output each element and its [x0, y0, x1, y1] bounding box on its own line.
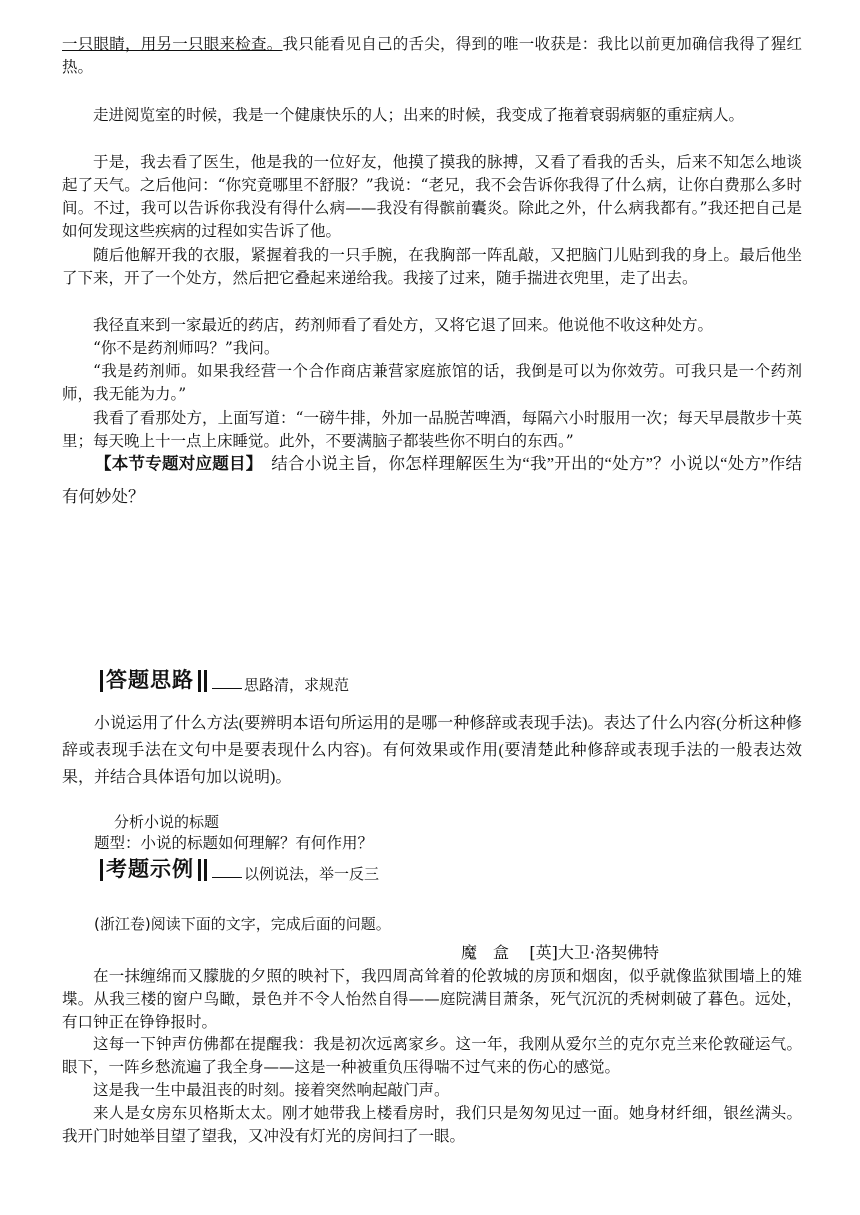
question-tag: 【本节专题对应题目】	[95, 454, 263, 473]
section-subtitle: 思路清，求规范	[244, 676, 350, 694]
question-block	[62, 447, 802, 513]
header-bar	[100, 670, 103, 692]
story-title-line	[130, 940, 860, 963]
story-paragraph-5: 我径直来到一家最近的药店，药剂师看了看处方，又将它退了回来。他说他不收这种处方。	[93, 316, 714, 334]
exam-paragraph-4: 来人是女房东贝格斯太太。刚才她带我上楼看房时，我们只是匆匆见过一面。她身材纤细，银丝满头。我开门时她举目望了望我，又冲没有灯光的房间扫了一眼。	[62, 1104, 802, 1145]
topic-heading: 分析小说的标题	[114, 813, 220, 831]
story-paragraph-3: 于是，我去看了医生，他是我的一位好友，他摸了摸我的脉搏，又看了看我的舌头，后来不知怎么地谈起了天气。之后他问：“你究竟哪里不舒服？”我说：“老兄，我不会告诉你我得了什么病，让你白费那么多时间。不过，我可以告诉你我没有得什么病——我没有得髌前囊炎。除此之外，什么病我都有。”我还把自己是如何发现这些疾病的过程如实告诉了他。	[62, 153, 802, 240]
underlined-text: 一只眼睛，用另一只眼来检查。	[62, 35, 283, 53]
story-paragraph-7: “我是药剂师。如果我经营一个合作商店兼营家庭旅馆的话，我倒是可以为你效劳。可我只是一个药剂师，我无能为力。”	[62, 362, 802, 403]
exam-intro: (浙江卷)阅读下面的文字，完成后面的问题。	[94, 915, 391, 933]
story-title: 魔 盒	[461, 943, 510, 962]
section-subtitle: 以例说法，举一反三	[244, 865, 380, 883]
exam-paragraph-1: 在一抹缠绵而又朦胧的夕照的映衬下，我四周高耸着的伦敦城的房顶和烟囱，似乎就像监狱围墙上的雉堞。从我三楼的窗户鸟瞰，景色并不令人怡然自得——庭院满目萧条，死气沉沉的秃树刺破了暮色。远处，有口钟正在铮铮报时。	[62, 967, 802, 1031]
question-text: 结合小说主旨，你怎样理解医生为“我”开出的“处方”？小说以“处方”作结有何妙处？	[62, 454, 803, 506]
answer-approach-body: 小说运用了什么方法(要辨明本语句所运用的是哪一种修辞或表现手法)。表达了什么内容(分析这种修辞或表现手法在文句中是要表现什么内容)。有何效果或作用(要清楚此种修辞或表现手法的一般表达效果，并结合具体语句加以说明)。	[62, 715, 802, 786]
header-bars	[198, 670, 210, 692]
header-bar	[100, 859, 103, 881]
header-line	[212, 877, 242, 878]
exam-paragraph-3: 这是我一生中最沮丧的时刻。接着突然响起敲门声。	[93, 1081, 450, 1099]
header-line	[212, 688, 242, 689]
story-paragraph-8: 我看了看那处方，上面写道：“一磅牛排，外加一品脱苦啤酒，每隔六小时服用一次；每天早晨散步十英里；每天晚上十一点上床睡觉。此外，不要满脑子都装些你不明白的东西。”	[62, 409, 802, 450]
story-paragraph-6: “你不是药剂师吗？”我问。	[93, 339, 280, 357]
section-header-exam-example	[100, 857, 379, 881]
topic-type-line: 题型：小说的标题如何理解？有何作用？	[94, 834, 374, 852]
section-title: 考题示例	[106, 857, 194, 881]
story-author: [英]大卫·洛契佛特	[529, 943, 659, 962]
header-bars	[198, 859, 210, 881]
section-title: 答题思路	[106, 668, 194, 692]
exam-paragraph-2: 这每一下钟声仿佛都在提醒我：我是初次远离家乡。这一年，我刚从爱尔兰的克尔克兰来伦敦碰运气。眼下，一阵乡愁流遍了我全身——这是一种被重负压得喘不过气来的伤心的感觉。	[62, 1035, 802, 1076]
section-header-answer-approach	[100, 668, 349, 692]
story-paragraph-4: 随后他解开我的衣服，紧握着我的一只手腕，在我胸部一阵乱敲，又把脑门儿贴到我的身上。最后他坐了下来，开了一个处方，然后把它叠起来递给我。我接了过来，随手揣进衣兜里，走了出去。	[62, 246, 802, 287]
story-paragraph-1: 一只眼睛，用另一只眼来检查。我只能看见自己的舌尖，得到的唯一收获是：我比以前更加确信我得了猩红热。	[62, 35, 802, 76]
story-paragraph-2: 走进阅览室的时候，我是一个健康快乐的人；出来的时候，我变成了拖着衰弱病躯的重症病人。	[93, 106, 745, 124]
